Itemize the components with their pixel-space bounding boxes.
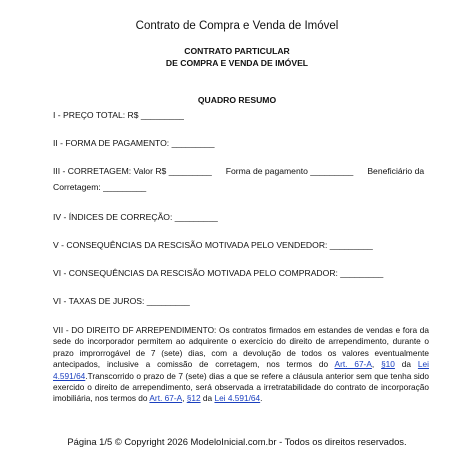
paragraph-text: .Transcorrido o prazo de 7 (sete) dias a que se refere a cláusula anterior sem que tenha sido exercido o direito de arrependimento, será observada a irretratabilidade do contrato de incorporação imobiliária, nos termos do	[53, 370, 429, 404]
brokerage-payment-form: Forma de pagamento _________	[225, 166, 354, 176]
link-paragraph-10[interactable]: §10	[381, 359, 395, 370]
document-title: Contrato de Compra e Venda de Imóvel	[135, 20, 339, 32]
contract-heading-line-1: CONTRATO PARTICULAR	[184, 46, 290, 56]
paragraph-text: da	[200, 393, 215, 404]
link-paragraph-12[interactable]: §12	[186, 393, 201, 404]
contract-heading-line-2: DE COMPRA E VENDA DE IMÓVEL	[165, 58, 309, 68]
item-brokerage-beneficiary: Corretagem: _________	[53, 182, 147, 192]
page-footer: Página 1/5 © Copyright 2026 ModeloInicial.com.br - Todos os direitos reservados.	[67, 436, 407, 447]
item-correction-indices: IV - ÍNDICES DE CORREÇÃO: _________	[53, 212, 218, 222]
summary-heading: QUADRO RESUMO	[197, 95, 277, 105]
brokerage-value: III - CORRETAGEM: Valor R$ _________	[53, 166, 212, 176]
item-buyer-rescission: VI - CONSEQUÊNCIAS DA RESCISÃO MOTIVADA PELO COMPRADOR: _________	[53, 268, 384, 278]
item-payment: II - FORMA DE PAGAMENTO: _________	[53, 138, 215, 148]
separator: ,	[371, 359, 382, 370]
item-seller-rescission: V - CONSEQUÊNCIAS DA RESCISÃO MOTIVADA PELO VENDEDOR: _________	[53, 240, 373, 250]
item-brokerage	[53, 166, 433, 177]
link-art-67a[interactable]: Art. 67-A	[334, 359, 372, 370]
contract-heading	[0, 45, 474, 69]
paragraph-text: da	[394, 359, 418, 370]
paragraph-text: VII - DO DIREITO DF ARREPENDIMENTO: Os contratos firmados em estandes de vendas e fora da sede do incorporador permitem ao adquirente o exercício do direito de arrependimento, durante o prazo improrrogável de 7 (sete) dias, com a devolução de todos os valores eventualmente antecipados, inclusive a comissão de corretagem, nos termos do	[53, 325, 429, 370]
item-interest-rates: VI - TAXAS DE JUROS: _________	[53, 296, 190, 306]
item-price: I - PREÇO TOTAL: R$ _________	[53, 110, 184, 120]
link-art-67a-second[interactable]: Art. 67-A	[149, 393, 183, 404]
withdrawal-right-paragraph	[53, 325, 429, 405]
separator: ,	[182, 393, 187, 404]
link-law-4591[interactable]: Lei 4.591/64	[53, 359, 429, 381]
brokerage-beneficiary-label: Beneficiário da	[367, 166, 425, 176]
paragraph-text: .	[260, 393, 263, 404]
link-law-4591-second[interactable]: Lei 4.591/64	[214, 393, 261, 404]
